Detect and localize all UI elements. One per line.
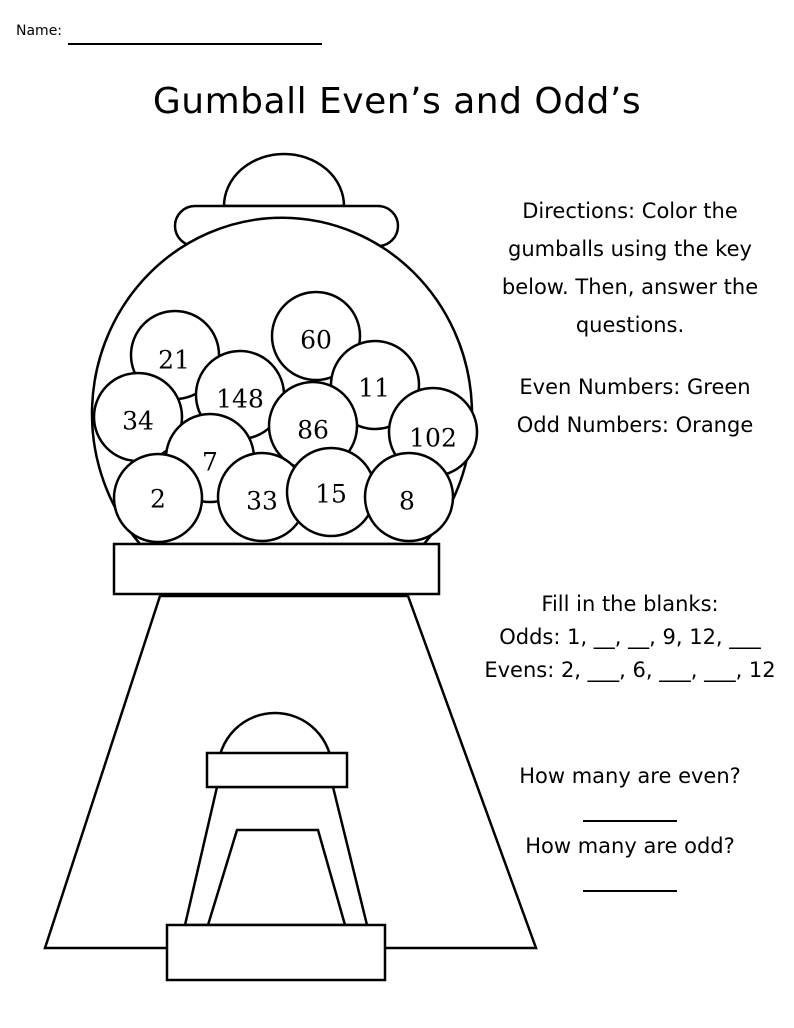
- gumball-number: 102: [409, 423, 457, 453]
- gumball-number: 21: [158, 345, 190, 375]
- dispenser-bar: [207, 753, 347, 787]
- gumball-number: 2: [150, 484, 166, 514]
- gumball-number: 8: [399, 486, 415, 516]
- directions-text: Directions: Color the gumballs using the key below. Then, answer the questions.: [501, 199, 759, 337]
- dispenser-base: [167, 925, 385, 980]
- key-odd: Odd Numbers: Orange: [516, 413, 754, 437]
- question-even: How many are even?: [519, 764, 741, 788]
- key-even: Even Numbers: Green: [519, 375, 751, 399]
- gumball-number: 11: [358, 373, 390, 403]
- answer-line-odd[interactable]: [583, 868, 677, 892]
- answer-line-even[interactable]: [583, 798, 677, 822]
- fill-in-heading: Fill in the blanks:: [541, 592, 719, 616]
- gumball-number: 15: [315, 479, 347, 509]
- odds-sequence: Odds: 1, __, __, 9, 12, ___: [499, 625, 761, 649]
- gumball-number: 33: [246, 486, 278, 516]
- evens-sequence: Evens: 2, ___, 6, ___, ___, 12: [484, 658, 776, 682]
- fill-in-blanks: [480, 588, 780, 687]
- worksheet-title: Gumball Even’s and Odd’s: [152, 81, 642, 122]
- color-key: [500, 368, 770, 444]
- gumball-number: 34: [122, 406, 154, 436]
- question-odd: How many are odd?: [525, 834, 735, 858]
- machine-collar: [114, 544, 439, 594]
- gumball-number: 60: [300, 325, 332, 355]
- gumball-number: 148: [216, 384, 264, 414]
- machine-knob: [224, 154, 344, 206]
- gumball-number: 86: [297, 415, 329, 445]
- name-label: Name:: [16, 23, 63, 39]
- questions: [490, 758, 770, 892]
- gumball-number: 7: [202, 447, 218, 477]
